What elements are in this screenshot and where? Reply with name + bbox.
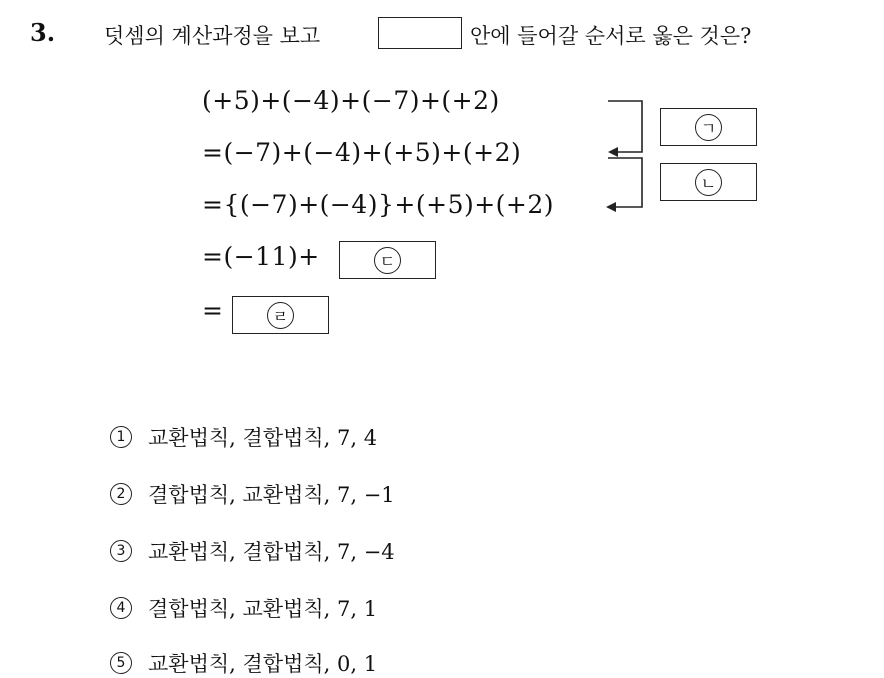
label-box-d <box>232 296 329 334</box>
choice-marker-2: 2 <box>110 483 132 505</box>
circle-label-c: ㄷ <box>374 247 401 274</box>
choice-marker-1: 1 <box>110 426 132 448</box>
arrow-step-2 <box>608 158 642 207</box>
choice-3[interactable] <box>110 536 395 566</box>
choice-marker-3: 3 <box>110 540 132 562</box>
label-box-c <box>339 241 436 279</box>
choice-text-4: 결합법칙, 교환법칙, 7, 1 <box>148 597 378 621</box>
arrow-head-2 <box>606 202 616 212</box>
choice-text-5: 교환법칙, 결합법칙, 0, 1 <box>148 652 378 676</box>
circle-label-d: ㄹ <box>267 302 294 329</box>
label-box-b <box>660 163 757 201</box>
choice-marker-5: 5 <box>110 652 132 674</box>
choice-4[interactable] <box>110 593 377 623</box>
choice-5[interactable] <box>110 648 377 678</box>
circle-label-a: ㄱ <box>695 114 722 141</box>
question-text-end: 안에 들어갈 순서로 옳은 것은? <box>470 24 752 48</box>
label-box-a <box>660 108 757 146</box>
choice-marker-4: 4 <box>110 597 132 619</box>
choice-text-1: 교환법칙, 결합법칙, 7, 4 <box>148 426 378 450</box>
choice-text-2: 결합법칙, 교환법칙, 7, −1 <box>148 483 395 507</box>
choice-1[interactable] <box>110 422 377 452</box>
choice-2[interactable] <box>110 479 395 509</box>
circle-label-b: ㄴ <box>695 169 722 196</box>
arrow-step-1 <box>608 101 642 152</box>
question-text-start: 덧셈의 계산과정을 보고 <box>104 24 321 48</box>
choice-text-3: 교환법칙, 결합법칙, 7, −4 <box>148 540 395 564</box>
calc-line-2: =(−7)+(−4)+(+5)+(+2) <box>202 138 522 167</box>
calc-line-5: = <box>202 296 224 325</box>
calc-line-4: =(−11)+ <box>202 242 320 271</box>
calc-line-1: (+5)+(−4)+(−7)+(+2) <box>202 86 500 115</box>
calc-line-3: ={(−7)+(−4)}+(+5)+(+2) <box>202 190 555 219</box>
question-number: 3. <box>30 18 56 47</box>
arrow-head-1 <box>608 147 618 157</box>
